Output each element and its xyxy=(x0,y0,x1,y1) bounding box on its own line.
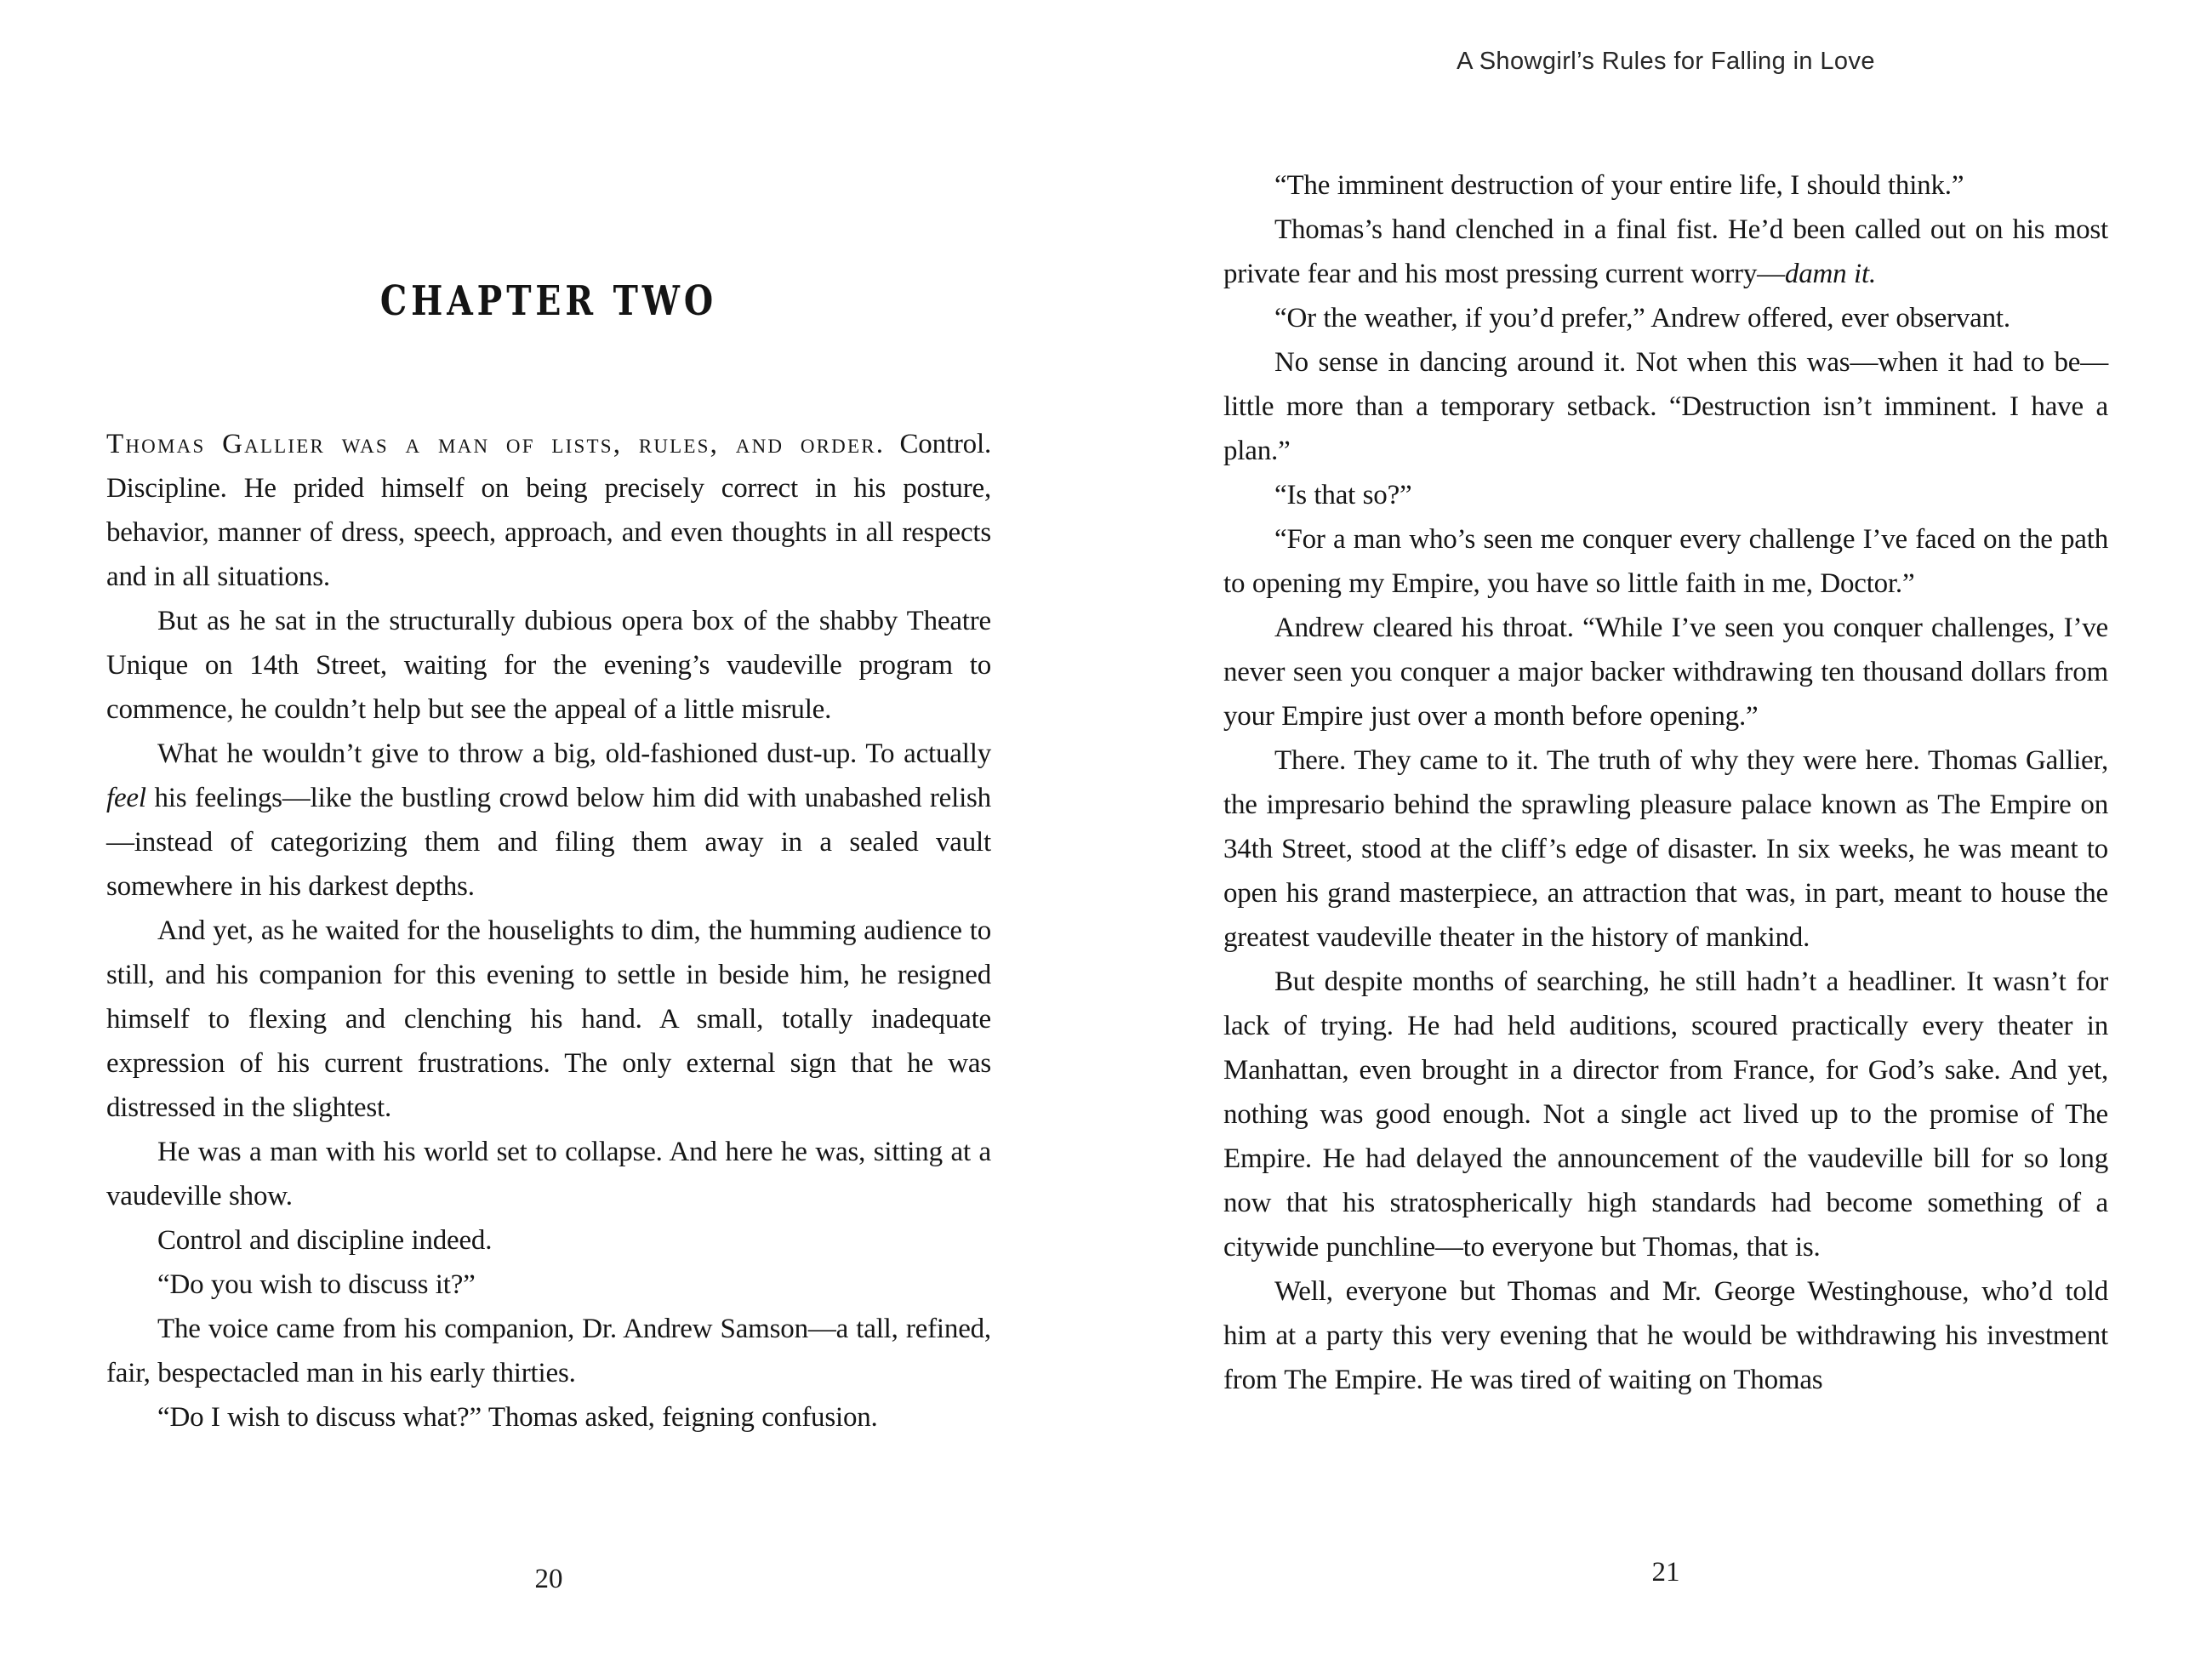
paragraph xyxy=(106,422,991,599)
page-right xyxy=(1223,0,2108,1659)
paragraph xyxy=(1223,296,2108,340)
text-segment: “Or the weather, if you’d prefer,” Andrew offered, ever observant. xyxy=(1274,303,2010,334)
text-segment: But despite months of searching, he still hadn’t a headliner. It wasn’t for lack of trying. He had held auditions, scoured practically every theater in Manhattan, even brought in a director from France, for God’s sake. And yet, nothing was good enough. Not a single act lived up to the promise of The Empire. He had delayed the announcement of the vaudeville bill for so long now that his stratospherically high standards had become something of a citywide punchline—to everyone but Thomas, that is. xyxy=(1223,966,2108,1263)
paragraph xyxy=(1223,606,2108,738)
text-segment: Control and discipline indeed. xyxy=(157,1225,493,1256)
text-segment: The voice came from his companion, Dr. Andrew Samson—a tall, refined, fair, bespectacled man in his early thirties. xyxy=(106,1314,991,1388)
text-segment: damn it. xyxy=(1784,259,1876,289)
paragraph xyxy=(106,909,991,1130)
text-segment: There. They came to it. The truth of why they were here. Thomas Gallier, the impresario behind the sprawling pleasure palace known as The Empire on 34th Street, stood at the cliff’s edge of disaster. In six weeks, he was meant to open his grand masterpiece, an attraction that was, in part, meant to house the greatest vaudeville theater in the history of mankind. xyxy=(1223,745,2108,953)
text-segment: Thomas Gallier was a man of lists, rules, and order. xyxy=(106,429,886,459)
text-segment: “The imminent destruction of your entire life, I should think.” xyxy=(1274,170,1964,201)
text-segment: Well, everyone but Thomas and Mr. George Westinghouse, who’d told him at a party this very evening that he would be withdrawing his investment from The Empire. He was tired of waiting on Thomas xyxy=(1223,1276,2108,1395)
paragraph xyxy=(1223,960,2108,1269)
text-segment: “Do I wish to discuss what?” Thomas asked, feigning confusion. xyxy=(157,1402,878,1433)
page-left xyxy=(106,0,991,1659)
right-page-body xyxy=(1223,163,2108,1402)
paragraph xyxy=(1223,517,2108,606)
text-segment: No sense in dancing around it. Not when this was—when it had to be—little more than a temporary setback. “Destruction isn’t imminent. I have a plan.” xyxy=(1223,347,2108,466)
text-segment: “Do you wish to discuss it?” xyxy=(157,1269,476,1300)
paragraph xyxy=(1223,1269,2108,1402)
paragraph xyxy=(106,1307,991,1395)
text-segment: Control. Discipline. He prided himself on being precisely correct in his posture, behavior, manner of dress, speech, approach, and even thoughts in all respects and in all situations. xyxy=(106,429,991,592)
text-segment: But as he sat in the structurally dubious opera box of the shabby Theatre Unique on 14th Street, waiting for the evening’s vaudeville program to commence, he couldn’t help but see the appeal of a little misrule. xyxy=(106,606,991,725)
paragraph xyxy=(1223,473,2108,517)
text-segment: He was a man with his world set to collapse. And here he was, sitting at a vaudeville show. xyxy=(106,1137,991,1211)
page-number-left: 20 xyxy=(534,1564,563,1594)
chapter-heading: CHAPTER TWO xyxy=(379,277,718,325)
text-segment: And yet, as he waited for the houselights to dim, the humming audience to still, and his companion for this evening to settle in beside him, he resigned himself to flexing and clenching his hand. A small, totally inadequate expression of his current frustrations. The only external sign that he was distressed in the slightest. xyxy=(106,915,991,1123)
text-segment: “Is that so?” xyxy=(1274,480,1412,510)
text-segment: What he wouldn’t give to throw a big, old-fashioned dust-up. To actually xyxy=(157,738,991,769)
paragraph xyxy=(106,599,991,732)
left-page-body xyxy=(106,422,991,1440)
text-segment: his feelings—like the bustling crowd below him did with unabashed relish—instead of categorizing them and filing them away in a sealed vault somewhere in his darkest depths. xyxy=(106,783,991,902)
paragraph xyxy=(106,732,991,909)
paragraph xyxy=(106,1218,991,1263)
paragraph xyxy=(1223,738,2108,960)
paragraph xyxy=(1223,340,2108,473)
paragraph xyxy=(1223,163,2108,208)
paragraph xyxy=(106,1395,991,1440)
text-segment: “For a man who’s seen me conquer every challenge I’ve faced on the path to opening my Empire, you have so little faith in me, Doctor.” xyxy=(1223,524,2108,599)
running-header: A Showgirl’s Rules for Falling in Love xyxy=(1457,48,1875,75)
text-segment: Andrew cleared his throat. “While I’ve seen you conquer challenges, I’ve never seen you conquer a major backer withdrawing ten thousand dollars from your Empire just over a month before opening.” xyxy=(1223,613,2108,732)
page-number-right: 21 xyxy=(1651,1557,1680,1588)
paragraph xyxy=(106,1263,991,1307)
paragraph xyxy=(1223,208,2108,296)
text-segment: Thomas’s hand clenched in a final fist. He’d been called out on his most private fear and his most pressing current worry— xyxy=(1223,214,2108,289)
text-segment: feel xyxy=(106,783,146,813)
paragraph xyxy=(106,1130,991,1218)
